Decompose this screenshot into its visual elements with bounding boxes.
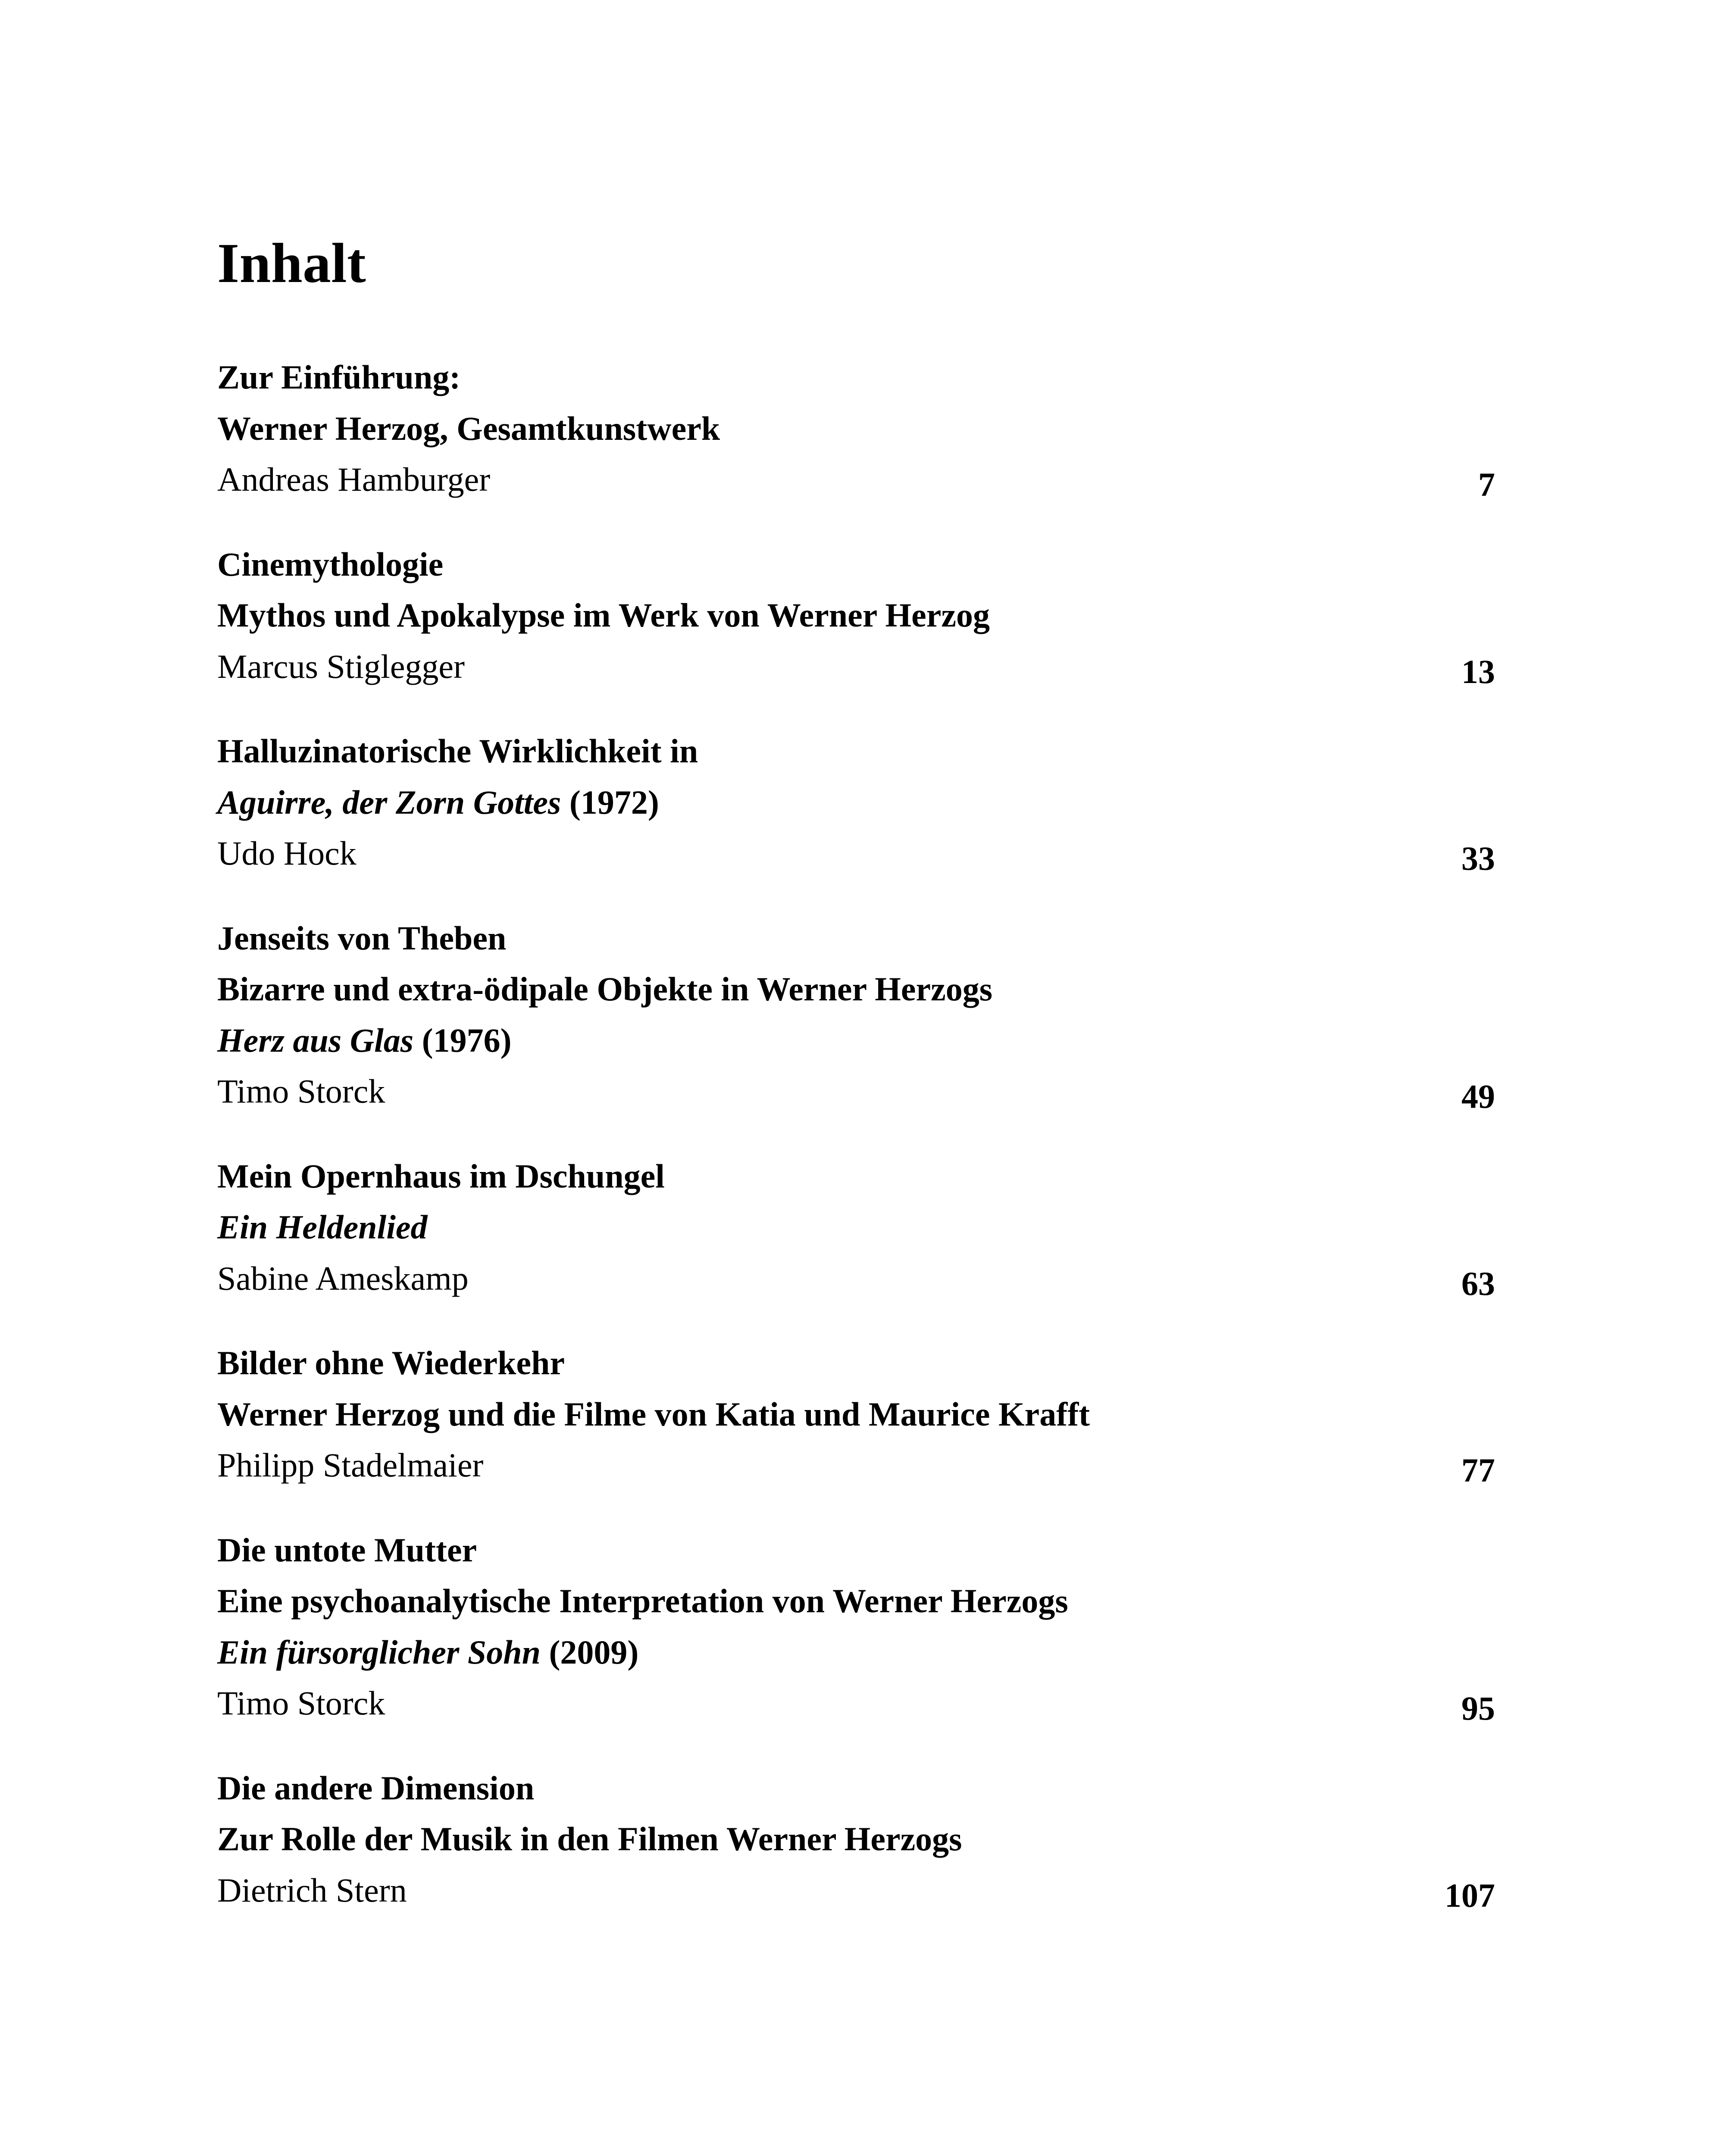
toc-entry — [217, 1525, 1495, 1729]
toc-entry-title-line: Werner Herzog und die Filme von Katia und Maurice Krafft — [217, 1395, 1090, 1433]
film-title-italic: Herz aus Glas — [217, 1021, 414, 1059]
toc-entry-page-number: 13 — [1461, 652, 1495, 690]
toc-entry-title-line: Mythos und Apokalypse im Werk von Werner Herzog — [217, 596, 990, 634]
toc-entry-author: Philipp Stadelmaier — [217, 1446, 484, 1484]
toc-entry — [217, 1763, 1495, 1916]
film-year: (2009) — [540, 1633, 639, 1671]
toc-entry — [217, 539, 1495, 693]
toc-entry-title-line: Werner Herzog, Gesamtkunstwerk — [217, 409, 720, 447]
toc-entry-page-number: 77 — [1461, 1451, 1495, 1489]
toc-entry-film-title — [217, 777, 1495, 828]
toc-entry-page-number: 63 — [1461, 1264, 1495, 1302]
toc-entry-film-title — [217, 1627, 1495, 1678]
toc-entry-author: Andreas Hamburger — [217, 461, 491, 498]
toc-entry-title-line: Die andere Dimension — [217, 1769, 535, 1807]
toc-entry — [217, 352, 1495, 505]
toc-entry-author: Marcus Stiglegger — [217, 647, 465, 685]
toc-entry-author: Dietrich Stern — [217, 1871, 407, 1909]
page-title: Inhalt — [217, 232, 366, 295]
film-year: (1976) — [413, 1021, 512, 1059]
toc-entry — [217, 913, 1495, 1117]
toc-entry-title-line: Zur Rolle der Musik in den Filmen Werner Herzogs — [217, 1820, 962, 1858]
toc-entry — [217, 1338, 1495, 1491]
film-title-italic: Aguirre, der Zorn Gottes — [217, 783, 561, 821]
toc-entry-page-number: 95 — [1461, 1689, 1495, 1727]
toc-entry — [217, 726, 1495, 879]
toc-entry-title-line: Cinemythologie — [217, 545, 444, 583]
film-year: (1972) — [561, 783, 659, 821]
toc-entry-author: Timo Storck — [217, 1684, 385, 1722]
film-title-italic: Ein Heldenlied — [217, 1208, 428, 1246]
toc-entry-title-line: Mein Opernhaus im Dschungel — [217, 1157, 665, 1195]
toc-entry-title-line: Zur Einführung: — [217, 358, 461, 396]
toc-entry-page-number: 107 — [1445, 1876, 1495, 1914]
toc-entry-author: Udo Hock — [217, 834, 357, 872]
film-title-italic: Ein fürsorglicher Sohn — [217, 1633, 541, 1671]
toc-entry-title-line: Eine psychoanalytische Interpretation von Werner Herzogs — [217, 1582, 1068, 1620]
toc-entry-page-number: 49 — [1461, 1078, 1495, 1115]
toc-entry-title-line: Jenseits von Theben — [217, 919, 507, 957]
toc-entry-author: Timo Storck — [217, 1072, 385, 1110]
toc-entry-title-line: Bizarre und extra-ödipale Objekte in Werner Herzogs — [217, 970, 993, 1008]
toc-entry-title-line: Bilder ohne Wiederkehr — [217, 1344, 565, 1382]
toc-entry-film-title — [217, 1202, 1495, 1253]
toc-entry-author: Sabine Ameskamp — [217, 1259, 469, 1297]
table-of-contents — [217, 352, 1495, 1949]
toc-entry-title-line: Die untote Mutter — [217, 1531, 477, 1569]
toc-entry-page-number: 7 — [1478, 466, 1495, 503]
toc-entry — [217, 1151, 1495, 1304]
toc-entry-title-line: Halluzinatorische Wirklichkeit in — [217, 732, 698, 770]
toc-entry-film-title — [217, 1015, 1495, 1066]
toc-entry-page-number: 33 — [1461, 840, 1495, 877]
